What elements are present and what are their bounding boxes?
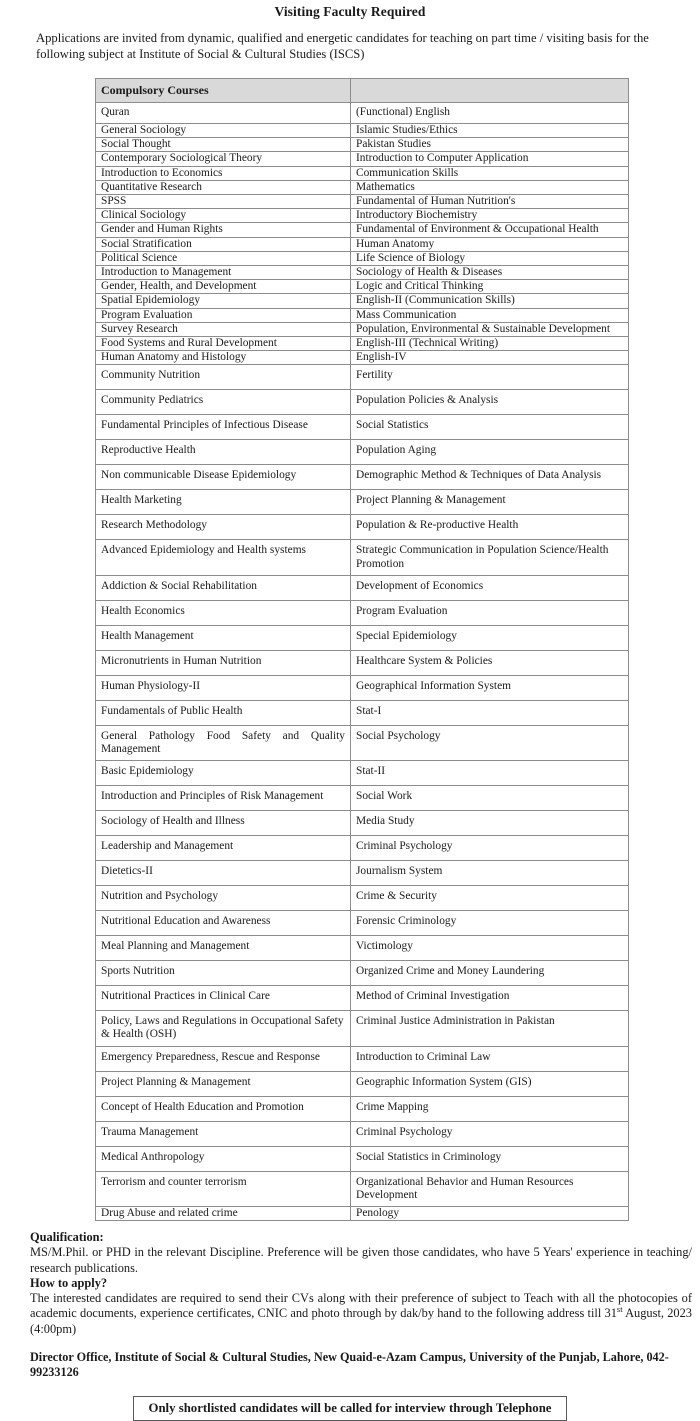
course-cell-left: Basic Epidemiology [96,761,351,786]
how-to-apply-part2: August, 2023 (4:00pm) [30,1306,692,1336]
table-row [96,886,629,911]
contact-address: Director Office, Institute of Social & Cultural Studies, New Quaid-e-Azam Campus, University of the Punjab, Lahore, 042-99233126 [30,1349,669,1379]
course-cell-right: Life Science of Biology [351,251,629,265]
course-cell-right: Media Study [351,811,629,836]
table-row [96,540,629,575]
qualification-text: MS/M.Phil. or PHD in the relevant Discipline. Preference will be given those candidates, who have 5 Years' experience in teaching/ research publications. [30,1245,692,1275]
table-row [96,138,629,152]
course-cell-left: Contemporary Sociological Theory [96,152,351,166]
course-cell-left: Quran [96,103,351,124]
table-row [96,600,629,625]
course-cell-right: Sociology of Health & Diseases [351,266,629,280]
table-row [96,280,629,294]
table-row [96,308,629,322]
course-cell-left: Leadership and Management [96,836,351,861]
table-row [96,961,629,986]
table-row [96,1207,629,1221]
table-row [96,1146,629,1171]
document-page [0,4,700,1415]
course-cell-right: Communication Skills [351,166,629,180]
intro-paragraph: Applications are invited from dynamic, qualified and energetic candidates for teaching on part time / visiting basis for the following subject at Institute of Social & Cultural Studies (ISCS) [36,31,649,61]
table-row [96,725,629,760]
course-cell-left: Program Evaluation [96,308,351,322]
course-cell-right: English-II (Communication Skills) [351,294,629,308]
course-cell-left: Social Thought [96,138,351,152]
course-cell-right: Population & Re-productive Health [351,515,629,540]
course-cell-left: Introduction to Economics [96,166,351,180]
course-cell-right: Organized Crime and Money Laundering [351,961,629,986]
course-cell-right: English-III (Technical Writing) [351,337,629,351]
course-cell-right: English-IV [351,351,629,365]
course-cell-right: Crime & Security [351,886,629,911]
table-row [96,1046,629,1071]
course-cell-left: Human Anatomy and Histology [96,351,351,365]
column-header-second [351,79,629,103]
course-cell-right: Stat-II [351,761,629,786]
course-cell-right: Population, Environmental & Sustainable Development [351,322,629,336]
course-cell-right: Fundamental of Environment & Occupational Health [351,223,629,237]
course-cell-left: Clinical Sociology [96,209,351,223]
table-row [96,1071,629,1096]
table-row [96,251,629,265]
course-cell-left: General Pathology Food Safety and Quality Management [96,725,351,760]
table-row [96,861,629,886]
course-cell-right: Social Work [351,786,629,811]
table-row [96,761,629,786]
course-cell-left: General Sociology [96,124,351,138]
shortlist-notice-banner: Only shortlisted candidates will be called for interview through Telephone [133,1396,566,1421]
course-cell-left: Non communicable Disease Epidemiology [96,465,351,490]
course-cell-left: Trauma Management [96,1121,351,1146]
course-cell-left: Nutritional Education and Awareness [96,911,351,936]
course-cell-left: Human Physiology-II [96,675,351,700]
course-cell-right: Forensic Criminology [351,911,629,936]
table-row [96,415,629,440]
table-row [96,266,629,280]
how-to-apply-part1: The interested candidates are required to send their CVs along with their preference of subject to Teach with all the photocopies of academic documents, experience certificates, CNIC and photo through by dak/by hand to the following address till 31 [30,1291,692,1321]
course-cell-left: Dietetics-II [96,861,351,886]
table-row [96,124,629,138]
course-cell-right: Demographic Method & Techniques of Data Analysis [351,465,629,490]
course-cell-right: Strategic Communication in Population Science/Health Promotion [351,540,629,575]
table-row [96,237,629,251]
course-cell-left: Gender, Health, and Development [96,280,351,294]
course-cell-left: Micronutrients in Human Nutrition [96,650,351,675]
course-cell-left: Meal Planning and Management [96,936,351,961]
course-cell-left: Advanced Epidemiology and Health systems [96,540,351,575]
table-row [96,103,629,124]
course-cell-right: Journalism System [351,861,629,886]
table-row [96,322,629,336]
course-cell-right: (Functional) English [351,103,629,124]
course-cell-left: Health Economics [96,600,351,625]
course-cell-right: Social Statistics [351,415,629,440]
table-row [96,152,629,166]
banner-container [0,1396,700,1421]
course-cell-left: Reproductive Health [96,440,351,465]
course-cell-right: Healthcare System & Policies [351,650,629,675]
course-cell-left: Community Nutrition [96,365,351,390]
table-row [96,490,629,515]
course-cell-right: Introduction to Computer Application [351,152,629,166]
course-cell-right: Criminal Justice Administration in Pakistan [351,1011,629,1046]
course-cell-right: Project Planning & Management [351,490,629,515]
course-cell-left: Concept of Health Education and Promotion [96,1096,351,1121]
course-cell-right: Program Evaluation [351,600,629,625]
table-header-row [96,79,629,103]
table-row [96,180,629,194]
course-cell-right: Criminal Psychology [351,1121,629,1146]
table-row [96,209,629,223]
table-row [96,515,629,540]
course-cell-right: Special Epidemiology [351,625,629,650]
courses-table-container [0,78,700,1221]
table-row [96,936,629,961]
course-cell-right: Social Psychology [351,725,629,760]
course-cell-right: Criminal Psychology [351,836,629,861]
course-cell-left: Introduction and Principles of Risk Management [96,786,351,811]
course-cell-right: Population Aging [351,440,629,465]
course-cell-right: Fertility [351,365,629,390]
table-row [96,700,629,725]
course-cell-left: Emergency Preparedness, Rescue and Response [96,1046,351,1071]
table-row [96,1171,629,1206]
table-row [96,786,629,811]
course-cell-left: Political Science [96,251,351,265]
course-cell-left: Health Marketing [96,490,351,515]
course-cell-right: Introductory Biochemistry [351,209,629,223]
table-row [96,836,629,861]
table-row [96,911,629,936]
table-row [96,351,629,365]
table-row [96,365,629,390]
course-cell-left: Terrorism and counter terrorism [96,1171,351,1206]
course-cell-right: Method of Criminal Investigation [351,986,629,1011]
course-cell-left: Fundamentals of Public Health [96,700,351,725]
table-row [96,1121,629,1146]
course-cell-left: Nutrition and Psychology [96,886,351,911]
course-cell-left: SPSS [96,195,351,209]
table-row [96,1096,629,1121]
course-cell-right: Human Anatomy [351,237,629,251]
courses-table [95,78,629,1221]
course-cell-left: Policy, Laws and Regulations in Occupational Safety & Health (OSH) [96,1011,351,1046]
course-cell-right: Fundamental of Human Nutrition's [351,195,629,209]
table-row [96,294,629,308]
table-row [96,986,629,1011]
how-to-apply-label: How to apply? [30,1275,108,1290]
course-cell-left: Survey Research [96,322,351,336]
course-cell-left: Sociology of Health and Illness [96,811,351,836]
course-cell-right: Pakistan Studies [351,138,629,152]
column-header-compulsory-courses: Compulsory Courses [96,79,351,103]
course-cell-right: Logic and Critical Thinking [351,280,629,294]
date-ordinal-suffix: st [616,1304,623,1315]
course-cell-right: Victimology [351,936,629,961]
course-cell-left: Sports Nutrition [96,961,351,986]
course-cell-left: Spatial Epidemiology [96,294,351,308]
course-cell-right: Introduction to Criminal Law [351,1046,629,1071]
footer-text [30,1230,692,1336]
table-row [96,650,629,675]
course-cell-right: Penology [351,1207,629,1221]
course-cell-left-line2: Management [101,743,161,756]
table-row [96,166,629,180]
course-cell-left: Project Planning & Management [96,1071,351,1096]
course-cell-left: Gender and Human Rights [96,223,351,237]
course-cell-right: Geographical Information System [351,675,629,700]
table-row [96,465,629,490]
how-to-apply-text [30,1291,692,1337]
course-cell-right: Organizational Behavior and Human Resources Development [351,1171,629,1206]
table-row [96,811,629,836]
course-cell-left: Drug Abuse and related crime [96,1207,351,1221]
table-row [96,390,629,415]
course-cell-right: Islamic Studies/Ethics [351,124,629,138]
course-cell-left: Community Pediatrics [96,390,351,415]
table-row [96,337,629,351]
table-body [96,103,629,1221]
course-cell-right: Geographic Information System (GIS) [351,1071,629,1096]
course-cell-right: Population Policies & Analysis [351,390,629,415]
qualification-label: Qualification: [30,1230,104,1245]
course-cell-left: Social Stratification [96,237,351,251]
table-row [96,440,629,465]
course-cell-left: Addiction & Social Rehabilitation [96,575,351,600]
course-cell-right: Social Statistics in Criminology [351,1146,629,1171]
table-header [96,79,629,103]
course-cell-left: Food Systems and Rural Development [96,337,351,351]
course-cell-left: Quantitative Research [96,180,351,194]
table-row [96,575,629,600]
course-cell-left: Introduction to Management [96,266,351,280]
course-cell-right: Mathematics [351,180,629,194]
course-cell-left: Research Methodology [96,515,351,540]
table-row [96,223,629,237]
table-row [96,195,629,209]
course-cell-left: Fundamental Principles of Infectious Disease [96,415,351,440]
course-cell-left: Nutritional Practices in Clinical Care [96,986,351,1011]
course-cell-right: Crime Mapping [351,1096,629,1121]
course-cell-right: Development of Economics [351,575,629,600]
table-row [96,675,629,700]
course-cell-right: Mass Communication [351,308,629,322]
course-cell-right: Stat-I [351,700,629,725]
course-cell-left: Medical Anthropology [96,1146,351,1171]
table-row [96,625,629,650]
table-row [96,1011,629,1046]
page-title: Visiting Faculty Required [274,4,426,19]
course-cell-left: Health Management [96,625,351,650]
